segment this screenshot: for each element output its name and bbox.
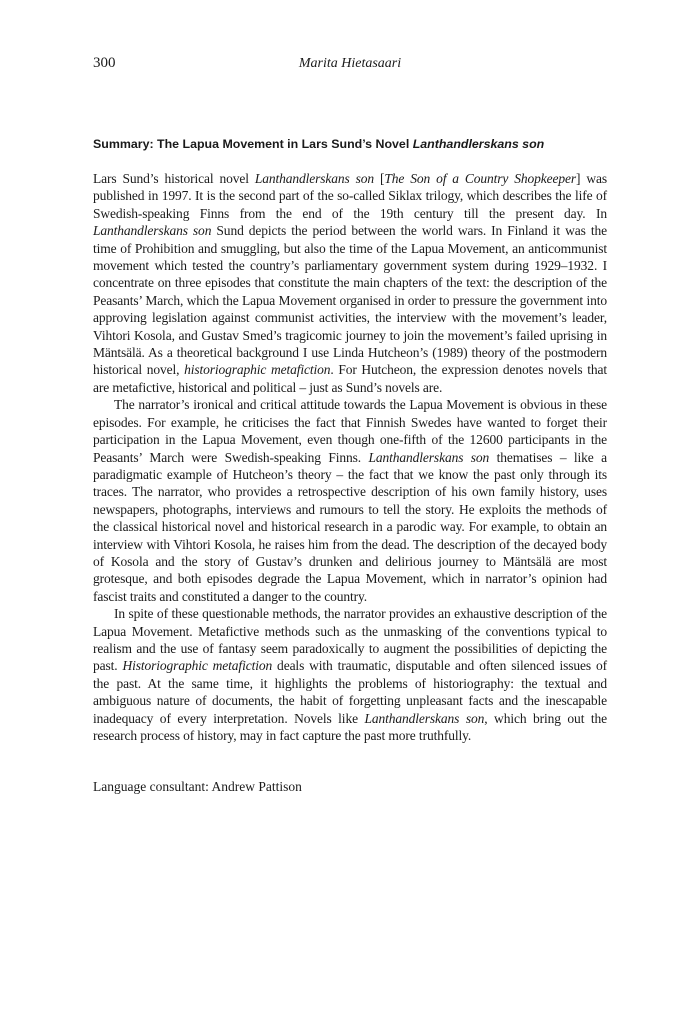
language-consultant-note: Language consultant: Andrew Pattison: [93, 779, 302, 794]
page-number: 300: [93, 55, 116, 71]
summary-heading-text: Summary: The Lapua Movement in Lars Sund’s Novel: [93, 137, 413, 151]
italic-text-segment: Lanthandlerskans son: [93, 223, 212, 239]
italic-text-segment: Historiographic metafiction: [122, 658, 273, 674]
summary-body: [93, 170, 607, 744]
text-segment: . For Hutcheon, the expression denotes novels that are metafictive, historical and political – just as Sund’s novels are.: [93, 362, 607, 395]
text-segment: In spite of these questionable methods, the narrator provides an exhaustive description of the Lapua Movement. Metafictive methods such as the unmasking of the conventions typical to realism and the use of fantasy seem paradoxically to augment the possibilities of depicting the past.: [93, 606, 607, 674]
running-head-author: Marita Hietasaari: [298, 56, 402, 71]
summary-heading: [93, 137, 607, 151]
summary-paragraph-2: [93, 396, 607, 605]
text-segment: [: [374, 171, 385, 186]
summary-paragraph-3: [93, 605, 607, 744]
italic-text-segment: historiographic metafiction: [184, 362, 331, 378]
text-segment: Lars Sund’s historical novel: [93, 171, 255, 186]
italic-text-segment: Lanthandlerskans son: [368, 449, 490, 465]
italic-text-segment: Lanthandlerskans son: [254, 171, 375, 186]
summary-paragraph-1: [93, 170, 607, 396]
text-segment: deals with traumatic, disputable and often silenced issues of the past. At the same time, it highlights the problems of historiography: the textual and ambiguous nature of documents, the habit of forgetting unpleasant facts and the inescapable inadequacy of every interpretation. Novels like: [93, 658, 607, 726]
text-segment: thematises – like a paradigmatic example of Hutcheon’s theory – the fact that we know the past only through its traces. The narrator, who provides a retrospective description of his own family history, uses newspapers, photographs, interviews and rumours to tell the story. He exploits the methods of the classical historical novel and historical research in a parodic way. For example, to obtain an interview with Vihtori Kosola, he raises him from the dead. The description of the decayed body of Kosola and the story of Gustav’s drunken and delirious journey to Mäntsälä are most grotesque, and both episodes degrade the Lapua Movement, which in narrator’s opinion had fascist traits and constituted a danger to the country.: [93, 449, 607, 604]
summary-heading-title: Lanthandlerskans son: [412, 137, 545, 151]
italic-text-segment: Lanthandlerskans son: [364, 710, 485, 726]
page-header: [93, 55, 607, 75]
text-segment: ] was published in 1997. It is the second part of the so-called Siklax trilogy, which describes the life of Swedish-speaking Finns from the end of the 19th century till the present day. In: [93, 171, 608, 221]
text-segment: The narrator’s ironical and critical attitude towards the Lapua Movement is obvious in these episodes. For example, he criticises the fact that Finnish Swedes have wanted to forget their participation in the Lapua Movement, even though one-fifth of the 12600 participants in the Peasants’ March were Swedish-speaking Finns.: [93, 397, 607, 465]
italic-text-segment: The Son of a Country Shopkeeper: [384, 171, 577, 186]
text-segment: , which bring out the research process of history, may in fact capture the past more truthfully.: [93, 710, 607, 743]
text-segment: Sund depicts the period between the world wars. In Finland it was the time of Prohibition and smuggling, but also the time of the Lapua Movement, an anticommunist movement which tested the country’s parliamentary government system during 1929–1932. I concentrate on three episodes that constitute the main chapters of the text: the description of the Peasants’ March, which the Lapua Movement organised in order to pressure the government into approving legislation against communist activities, the interview with the movement’s leader, Vihtori Kosola, and Gustav Smed’s tragicomic journey to join the movement’s failed uprising in Mäntsälä. As a theoretical background I use Linda Hutcheon’s (1989) theory of the postmodern historical novel,: [93, 223, 607, 378]
